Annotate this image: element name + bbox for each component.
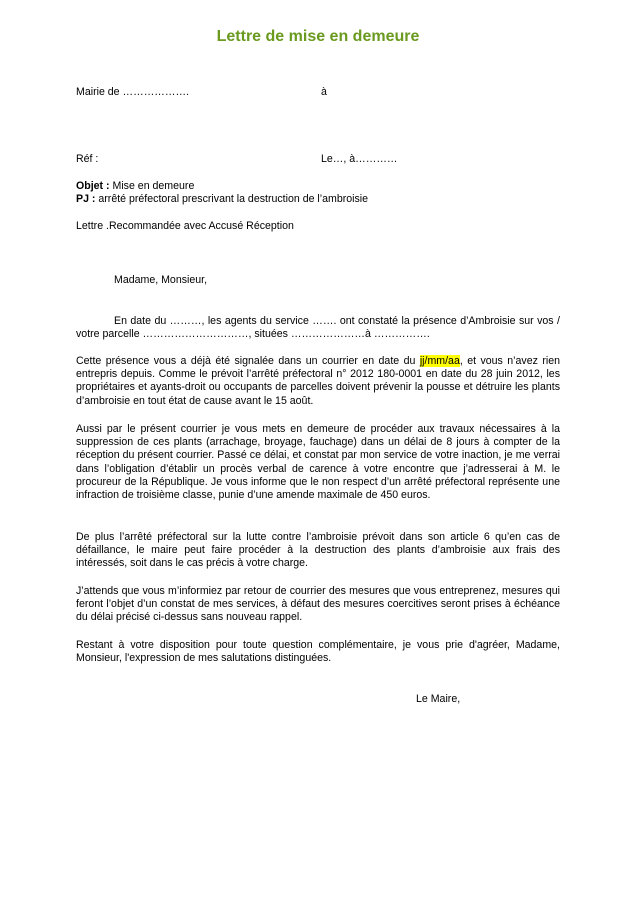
page-title: Lettre de mise en demeure bbox=[216, 28, 420, 45]
paragraph-3: Aussi par le présent courrier je vous mets en demeure de procéder aux travaux nécessaires à la suppression de ces plants (arrachage, broyage, fauchage) dans un délai de 8 jours à compter de la réception du présent courrier. Passé ce délai, et constat par mon service de votre inaction, je me verrai dans l’obligation d’établir un procès verbal de carence à votre encontre que j’adresserai à M. le procureur de la République. Je vous informe que le non respect d’un arrêté préfectoral représente une infraction de troisième classe, punie d’une amende maximale de 450 euros. bbox=[76, 423, 560, 502]
date-place-field: Le…, à………… bbox=[321, 153, 398, 165]
salutation: Madame, Monsieur, bbox=[114, 274, 208, 286]
paragraph-2-end: , et vous n’avez rien entrepris depuis. Comme le prévoit l’arrêté préfectoral n° 2012 180-0001 en date du 28 juin 2012, les propriétaires et ayants-droit ou occupants de parcelles doivent prévenir la pousse et détruire les plants d’ambroisie en tout état de cause avant le 15 août. bbox=[76, 355, 560, 407]
mairie-field: Mairie de ………………. bbox=[76, 86, 190, 98]
signature: Le Maire, bbox=[416, 693, 461, 705]
pj-label: PJ : bbox=[76, 193, 96, 205]
paragraph-2 bbox=[76, 355, 560, 408]
objet-text: Mise en demeure bbox=[109, 180, 195, 192]
objet-label: Objet : bbox=[76, 180, 110, 192]
paragraph-1: En date du ………, les agents du service ……. ont constaté la présence d’Ambroisie sur vos / votre parcelle …………………………, situées …………………à ……………. bbox=[76, 315, 560, 341]
highlighted-date: jj/mm/aa bbox=[419, 355, 460, 367]
paragraph-5: J’attends que vous m’informiez par retour de courrier des mesures que vous entreprenez, mesures qui feront l’objet d’un constat de mes services, à défaut des mesures coercitives seront prises à échéance du délai précisé ci-dessus sans nouveau rappel. bbox=[76, 585, 560, 624]
objet-line bbox=[76, 180, 194, 193]
paragraph-2-start: Cette présence vous a déjà été signalée dans un courrier en date du bbox=[76, 355, 420, 367]
paragraph-6: Restant à votre disposition pour toute question complémentaire, je vous prie d'agréer, Madame, Monsieur, l'expression de mes salutations distinguées. bbox=[76, 639, 560, 665]
pj-line bbox=[76, 193, 368, 206]
mairie-location: à bbox=[321, 86, 327, 98]
reference-field: Réf : bbox=[76, 153, 99, 165]
registered-letter-line: Lettre .Recommandée avec Accusé Réception bbox=[76, 220, 294, 232]
paragraph-4: De plus l’arrêté préfectoral sur la lutte contre l’ambroisie prévoit dans son article 6 qu’en cas de défaillance, le maire peut faire procéder à la destruction des plants d’ambroisie aux frais des intéressés, soit dans le cas précis à votre charge. bbox=[76, 531, 560, 570]
pj-text: arrêté préfectoral prescrivant la destruction de l’ambroisie bbox=[95, 193, 369, 205]
